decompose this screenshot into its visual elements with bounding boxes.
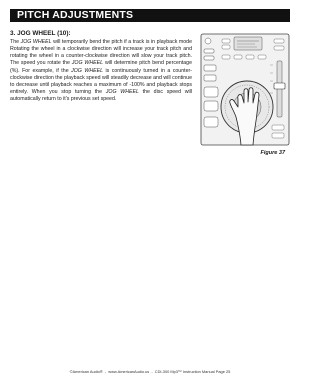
- jog-wheel-term: JOG WHEEL: [20, 39, 52, 45]
- paragraph-run: is continuously turned in a counter-clockwise direction the playback speed will steadily decrease and will continue to decrease until playback reaches a maximum of -100% and playback stops entirely. When you stop turning the: [10, 67, 192, 96]
- section-heading: 3. JOG WHEEL (10):: [10, 30, 71, 37]
- paragraph-run: the disc speed will automatically return to it's previous set speed.: [10, 89, 193, 103]
- paragraph-run: will determine pitch bend percentage (%). For example, if the: [10, 60, 193, 74]
- page-footer: ©American Audio® - www.AmericanAudio.us - CDI-300 Mp3™ Instruction Manual Page 25: [69, 369, 231, 374]
- jog-wheel-term: JOG WHEEL: [71, 67, 104, 74]
- device-display: [234, 37, 262, 50]
- pitch-slider-knob: [274, 83, 285, 89]
- paragraph-run: The: [10, 39, 21, 45]
- paragraph-run: will temporarily bend the pitch if a track is in playback mode Rotating the wheel in a clockwise direction will increase your track pitch and rotating the wheel in a counter-clockwise direction will slow your track pitch. The speed you rotate the: [10, 39, 192, 67]
- body-paragraph: [10, 39, 192, 103]
- device-illustration: [200, 33, 290, 146]
- figure-caption: Figure 37: [260, 150, 285, 156]
- page-title: PITCH ADJUSTMENTS: [17, 9, 134, 21]
- section-title-bar: [10, 9, 290, 22]
- jog-wheel-term: JOG WHEEL: [105, 89, 139, 96]
- jog-wheel-term: JOG WHEEL: [71, 60, 104, 67]
